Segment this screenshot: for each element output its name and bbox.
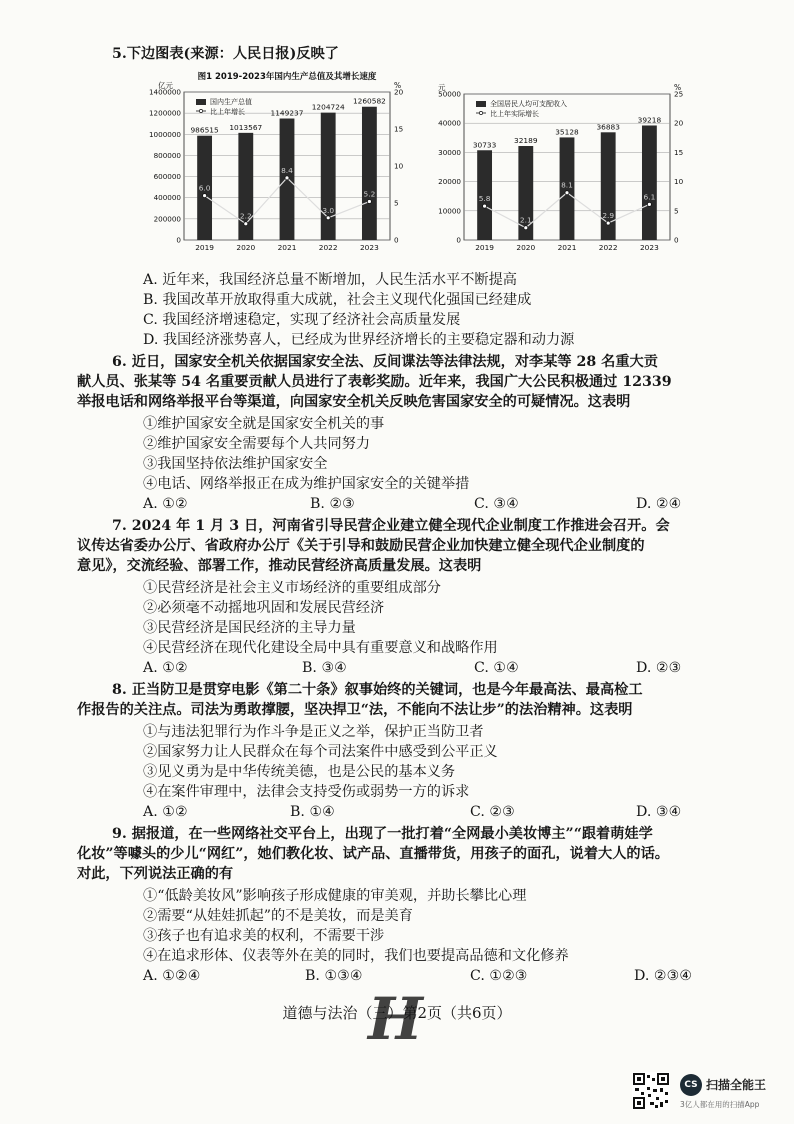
q7-item-4: ④民营经济在现代化建设全局中具有重要意义和战略作用 — [143, 640, 498, 656]
growth-point — [326, 216, 330, 220]
camscanner-logo-icon: CS — [680, 1074, 702, 1096]
right-tick-label: 0 — [674, 235, 679, 245]
right-tick-label: 0 — [394, 235, 399, 245]
legend-bar-label: 全国居民人均可支配收入 — [490, 100, 567, 108]
q7-item-1: ①民营经济是社会主义市场经济的重要组成部分 — [143, 580, 441, 596]
q5-option-a: A. 近年来，我国经济总量不断增加，人民生活水平不断提高 — [143, 272, 517, 288]
growth-value-label: 5.2 — [363, 189, 376, 199]
q7-line-2: 议传达省委办公厅、省政府办公厅《关于引导和鼓励民营企业加快建立健全现代企业制度的 — [77, 538, 645, 554]
category-label: 2022 — [318, 243, 338, 252]
q6-item-1: ①维护国家安全就是国家安全机关的事 — [143, 416, 385, 432]
legend-bar-swatch — [476, 101, 486, 107]
right-tick-label: 20 — [394, 87, 404, 97]
category-label: 2020 — [516, 243, 536, 252]
growth-value-label: 8.1 — [561, 180, 573, 190]
gdp-chart — [128, 66, 418, 256]
qr-code-icon — [632, 1072, 670, 1110]
right-tick-label: 10 — [394, 161, 404, 171]
q7-answer-d: D. ②③ — [636, 660, 682, 676]
bar-value-label: 36883 — [596, 122, 620, 132]
q8-item-3: ③见义勇为是中华传统美德，也是公民的基本义务 — [143, 764, 456, 780]
bar-value-label: 30733 — [472, 140, 497, 150]
left-tick-label: 20000 — [438, 177, 461, 187]
watermark-h: H — [368, 985, 423, 1053]
growth-value-label: 2.1 — [519, 215, 532, 225]
legend-bar-label: 国内生产总值 — [210, 98, 252, 106]
left-tick-label: 1000000 — [148, 129, 181, 139]
q9-line-1: 9. 据报道，在一些网络社交平台上，出现了一批打着“全网最小美妆博主”“跟着萌娃学 — [112, 826, 653, 842]
right-tick-label: 5 — [674, 206, 679, 216]
bar-value-label: 986515 — [190, 125, 219, 135]
q5-option-b: B. 我国改革开放取得重大成就，社会主义现代化强国已经建成 — [143, 292, 532, 308]
legend-line-marker — [479, 111, 482, 114]
scanner-title: 扫描全能王 — [706, 1078, 767, 1092]
q6-answer-b: B. ②③ — [310, 496, 355, 512]
left-tick-label: 10000 — [438, 206, 461, 216]
q9-item-4: ④在追求形体、仪表等外在美的同时，我们也要提高品德和文化修养 — [143, 948, 569, 964]
q6-item-3: ③我国坚持依法维护国家安全 — [143, 456, 328, 472]
q6-line-1: 6. 近日，国家安全机关依据国家安全法、反间谍法等法律法规，对李某等 28 名重大贡 — [112, 354, 658, 370]
left-axis-unit: 元 — [438, 83, 446, 92]
q8-answer-a: A. ①② — [143, 804, 188, 820]
q9-item-1: ①“低龄美妆风”影响孩子形成健康的审美观，并助长攀比心理 — [143, 888, 527, 904]
q7-line-3: 意见》，交流经验、部署工作，推动民营经济高质量发展。这表明 — [77, 558, 482, 574]
left-tick-label: 1400000 — [148, 87, 181, 97]
left-tick-label: 40000 — [438, 118, 461, 128]
bar-value-label: 39218 — [637, 115, 662, 125]
growth-point — [483, 204, 487, 208]
left-tick-label: 800000 — [153, 150, 181, 160]
growth-value-label: 2.2 — [239, 211, 252, 221]
q6-answer-c: C. ③④ — [474, 496, 519, 512]
category-label: 2019 — [195, 243, 215, 252]
right-tick-label: 25 — [674, 89, 684, 99]
q6-line-3: 举报电话和网络举报平台等渠道，向国家安全机关反映危害国家安全的可疑情况。这表明 — [77, 394, 631, 410]
q5-stem: 5.下边图表(来源：人民日报)反映了 — [112, 46, 339, 62]
q9-answer-d: D. ②③④ — [634, 968, 693, 984]
right-tick-label: 5 — [394, 198, 399, 208]
category-label: 2019 — [475, 243, 495, 252]
growth-point — [647, 202, 651, 206]
q7-line-1: 7. 2024 年 1 月 3 日，河南省引导民营企业建立健全现代企业制度工作推进会召开。会 — [112, 518, 670, 534]
q9-line-2: 化妆”等噱头的少儿“网红”，她们教化妆、试产品、直播带货，用孩子的面孔，说着大人的话。 — [77, 846, 669, 862]
bar — [642, 125, 657, 240]
right-tick-label: 10 — [674, 177, 684, 187]
q6-item-2: ②维护国家安全需要每个人共同努力 — [143, 436, 371, 452]
right-axis-unit: % — [674, 83, 682, 92]
q9-answer-c: C. ①②③ — [470, 968, 528, 984]
growth-value-label: 3.0 — [322, 205, 335, 215]
category-label: 2023 — [639, 243, 659, 252]
legend-line-label: 比上年增长 — [210, 108, 245, 116]
left-tick-label: 200000 — [153, 214, 181, 224]
growth-value-label: 2.9 — [602, 211, 615, 221]
q8-item-4: ④在案件审理中，法律会支持受伤或弱势一方的诉求 — [143, 784, 470, 800]
growth-point — [244, 222, 248, 226]
growth-point — [203, 194, 207, 198]
growth-point — [285, 176, 289, 180]
q8-answer-c: C. ②③ — [470, 804, 515, 820]
q6-item-4: ④电话、网络举报正在成为维护国家安全的关键举措 — [143, 476, 470, 492]
q9-item-3: ③孩子也有追求美的权利，不需要干涉 — [143, 928, 385, 944]
category-label: 2023 — [359, 243, 379, 252]
q8-line-2: 作报告的关注点。司法为勇敢撑腰，坚决捍卫“法，不能向不法让步”的法治精神。这表明 — [77, 702, 633, 718]
bar-value-label: 1149237 — [270, 108, 304, 118]
left-tick-label: 600000 — [153, 172, 181, 182]
q7-answer-a: A. ①② — [143, 660, 188, 676]
bar-value-label: 1013567 — [229, 122, 263, 132]
left-tick-label: 0 — [456, 235, 461, 245]
q7-answer-b: B. ③④ — [302, 660, 347, 676]
right-tick-label: 15 — [394, 124, 404, 134]
left-tick-label: 30000 — [438, 147, 461, 157]
left-tick-label: 1200000 — [148, 108, 181, 118]
category-label: 2021 — [557, 243, 577, 252]
growth-point — [367, 200, 371, 204]
q5-option-d: D. 我国经济涨势喜人，已经成为世界经济增长的主要稳定器和动力源 — [143, 332, 575, 348]
legend-line-marker — [199, 109, 202, 112]
category-label: 2021 — [277, 243, 297, 252]
q8-line-1: 8. 正当防卫是贯穿电影《第二十条》叙事始终的关键词，也是今年最高法、最高检工 — [112, 682, 643, 698]
q9-line-3: 对此，下列说法正确的有 — [77, 866, 234, 882]
bar — [321, 113, 336, 240]
q7-answer-c: C. ①④ — [474, 660, 519, 676]
right-tick-label: 20 — [674, 118, 684, 128]
q6-line-2: 献人员、张某等 54 名重要贡献人员进行了表彰奖励。近年来，我国广大公民积极通过 12339 — [77, 374, 672, 390]
left-tick-label: 50000 — [438, 89, 461, 99]
q8-item-2: ②国家努力让人民群众在每个司法案件中感受到公平正义 — [143, 744, 498, 760]
scanner-watermark — [632, 1072, 792, 1116]
growth-value-label: 6.1 — [643, 192, 656, 202]
category-label: 2020 — [236, 243, 256, 252]
growth-point — [606, 221, 610, 225]
left-tick-label: 0 — [176, 235, 181, 245]
q8-item-1: ①与违法犯罪行为作斗争是正义之举，保护正当防卫者 — [143, 724, 484, 740]
income-chart — [420, 82, 700, 258]
q7-item-3: ③民营经济是国民经济的主导力量 — [143, 620, 356, 636]
left-tick-label: 400000 — [153, 193, 181, 203]
q7-item-2: ②必须毫不动摇地巩固和发展民营经济 — [143, 600, 385, 616]
q9-answer-b: B. ①③④ — [305, 968, 363, 984]
growth-value-label: 6.0 — [198, 183, 211, 193]
left-axis-unit: 亿元 — [158, 81, 173, 90]
growth-value-label: 8.4 — [281, 165, 293, 175]
growth-point — [524, 226, 528, 230]
legend-bar-swatch — [196, 99, 206, 105]
q9-item-2: ②需要“从娃娃抓起”的不是美妆，而是美育 — [143, 908, 413, 924]
q5-option-c: C. 我国经济增速稳定，实现了经济社会高质量发展 — [143, 312, 461, 328]
q6-answer-a: A. ①② — [143, 496, 188, 512]
bar-value-label: 35128 — [555, 127, 579, 137]
bar-value-label: 1204724 — [311, 102, 345, 112]
scanner-subtitle: 3亿人都在用的扫描App — [680, 1100, 760, 1109]
bar-value-label: 32189 — [514, 136, 538, 146]
bar-value-label: 1260582 — [352, 96, 386, 106]
category-label: 2022 — [598, 243, 618, 252]
q8-answer-b: B. ①④ — [290, 804, 335, 820]
q9-answer-a: A. ①②④ — [143, 968, 201, 984]
q6-answer-d: D. ②④ — [636, 496, 682, 512]
right-axis-unit: % — [394, 81, 402, 90]
legend-line-label: 比上年实际增长 — [490, 110, 539, 118]
growth-point — [565, 191, 569, 195]
page-footer: 道德与法治（三）第2页（共6页） — [282, 1004, 512, 1022]
bar — [362, 107, 377, 240]
chart-title: 图1 2019-2023年国内生产总值及其增长速度 — [197, 72, 377, 82]
q8-answer-d: D. ③④ — [636, 804, 682, 820]
growth-value-label: 5.8 — [478, 194, 491, 204]
right-tick-label: 15 — [674, 147, 684, 157]
